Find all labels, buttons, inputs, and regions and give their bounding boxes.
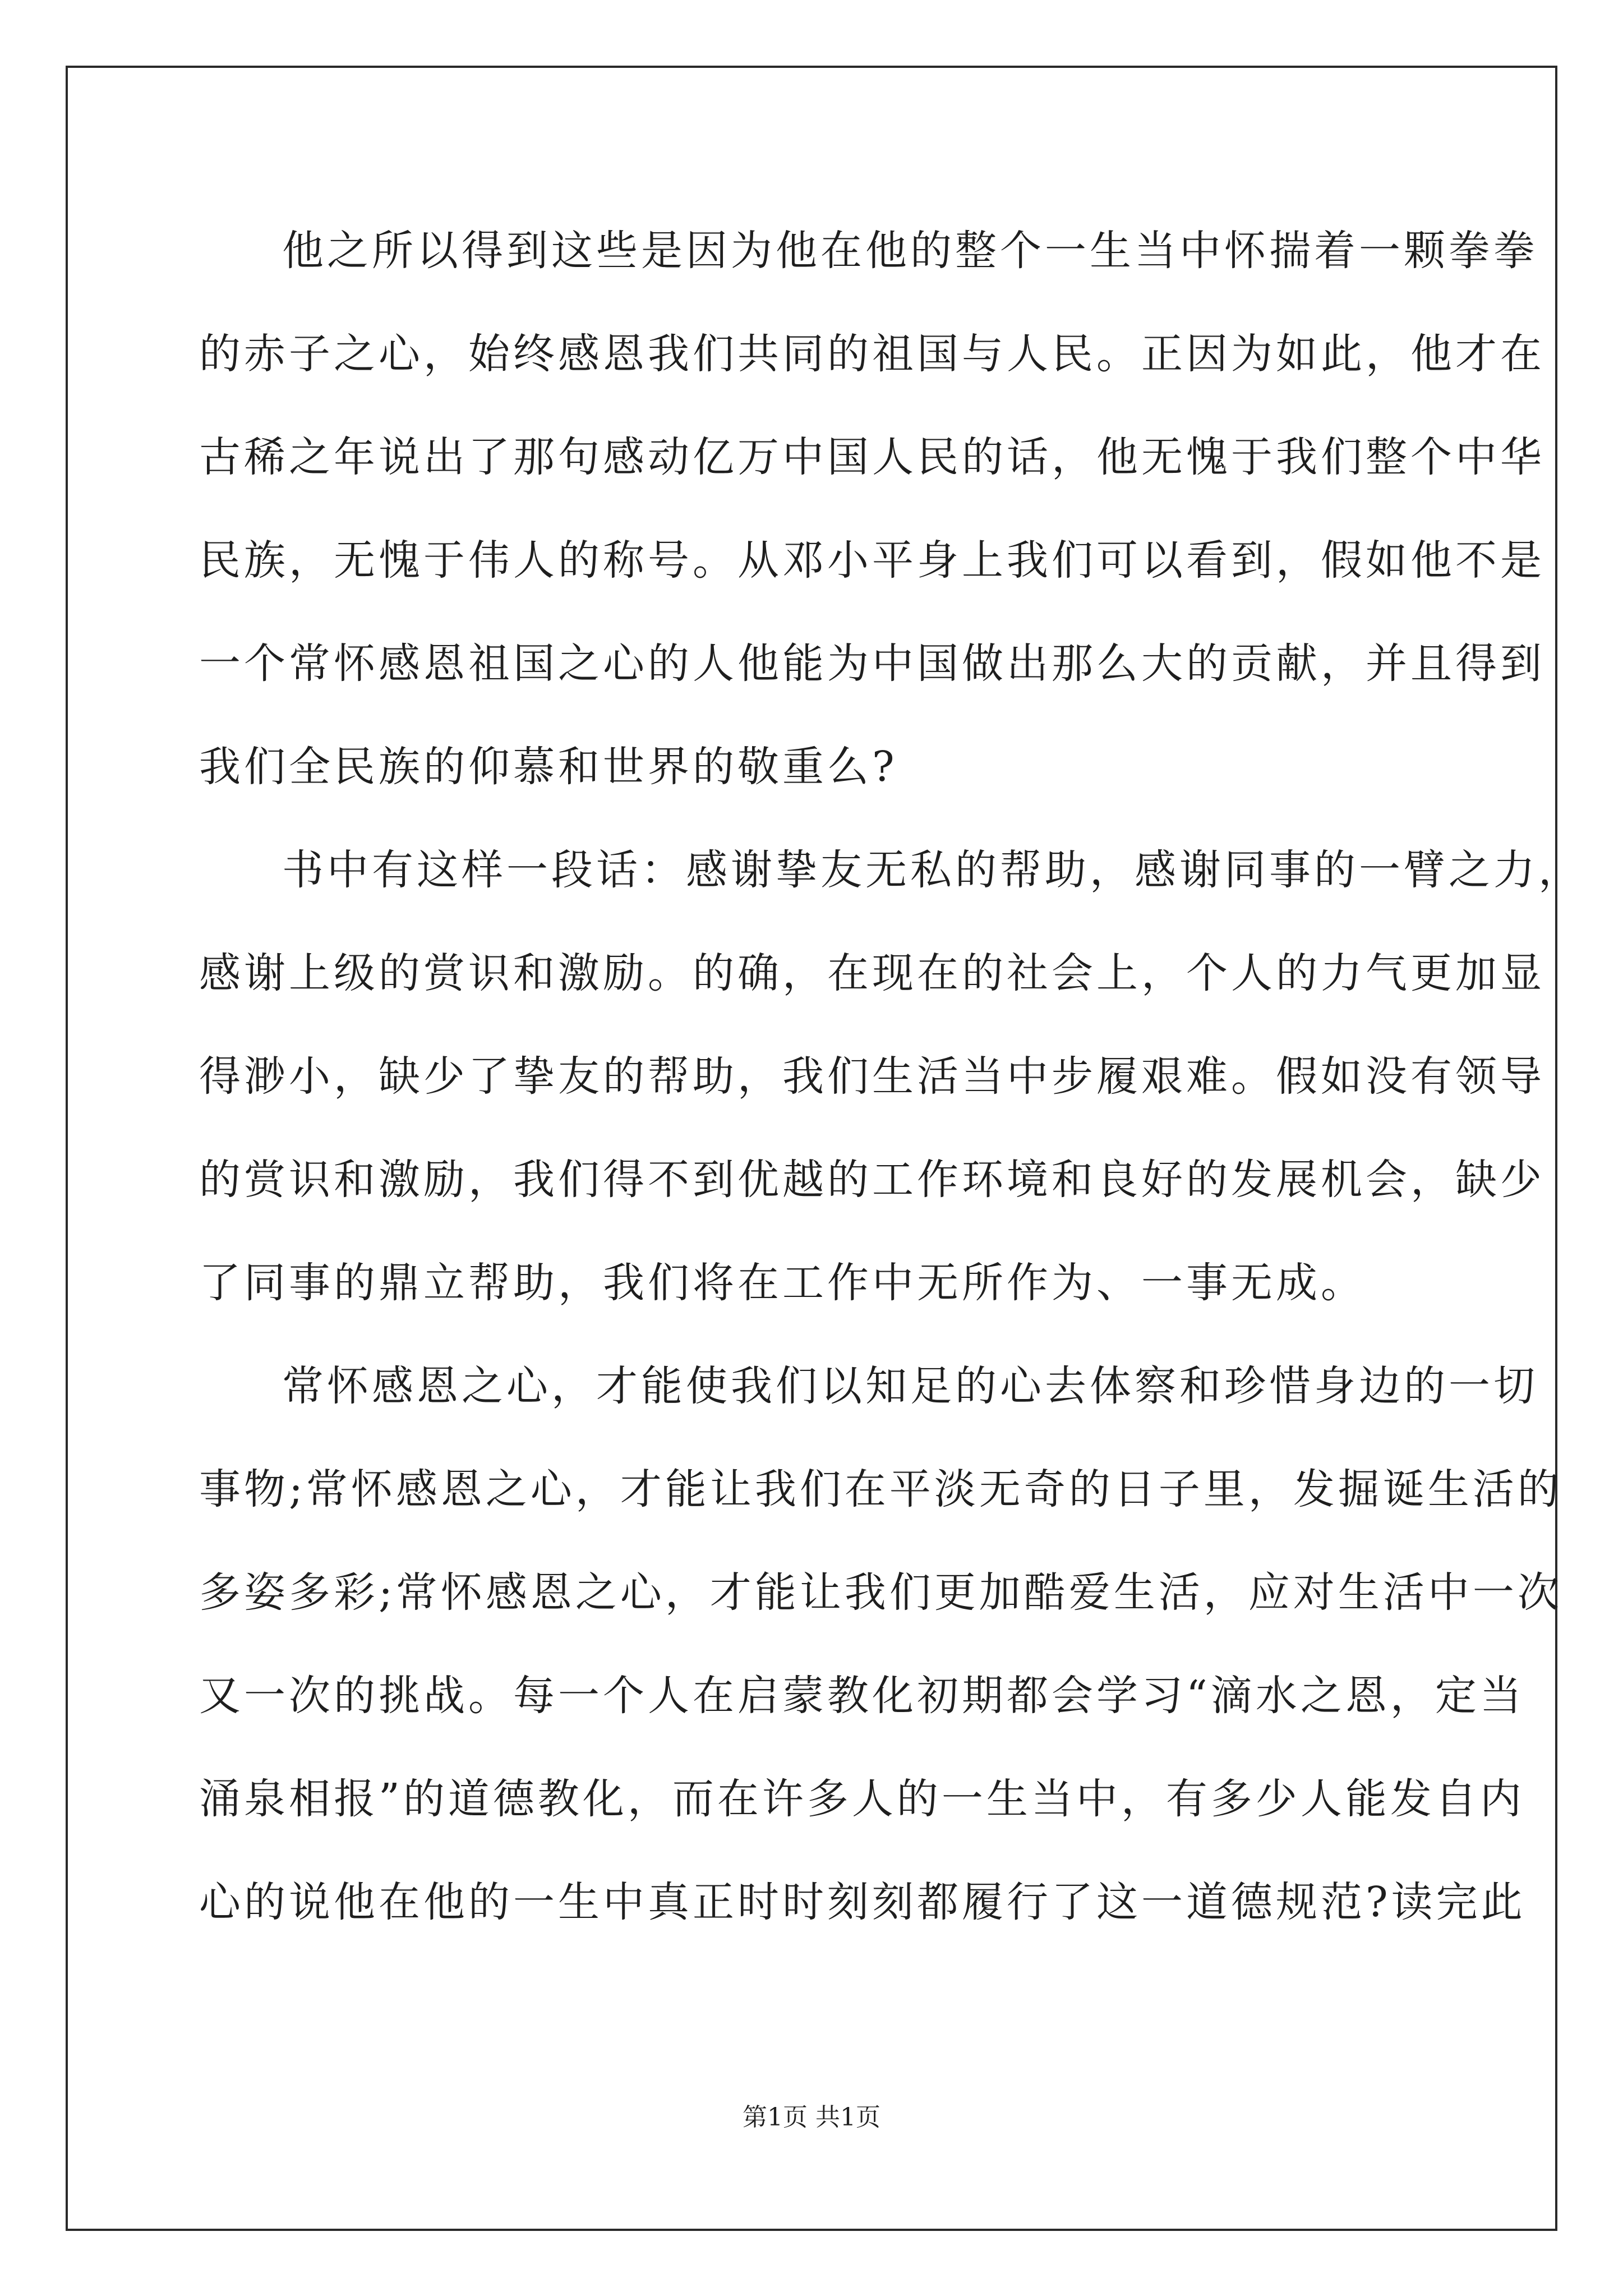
- paragraph-2-line-5: 了同事的鼎立帮助，我们将在工作中无所作为、一事无成。: [199, 1259, 1366, 1307]
- paragraph-1-line-4: 民族，无愧于伟人的称号。从邓小平身上我们可以看到，假如他不是: [199, 536, 1545, 585]
- paragraph-2-line-3: 得渺小，缺少了挚友的帮助，我们生活当中步履艰难。假如没有领导: [199, 1052, 1545, 1101]
- paragraph-1-line-2: 的赤子之心，始终感恩我们共同的祖国与人民。正因为如此，他才在: [199, 330, 1545, 378]
- page-number-footer: 第1页 共1页: [743, 2103, 880, 2132]
- paragraph-3-line-3: 多姿多彩;常怀感恩之心，才能让我们更加酷爱生活，应对生活中一次: [199, 1568, 1562, 1617]
- paragraph-2-line-4: 的赏识和激励，我们得不到优越的工作环境和良好的发展机会，缺少: [199, 1156, 1545, 1204]
- paragraph-1-line-3: 古稀之年说出了那句感动亿万中国人民的话，他无愧于我们整个中华: [199, 433, 1545, 481]
- document-body: [199, 199, 1583, 1954]
- paragraph-2-line-1: 书中有这样一段话：感谢挚友无私的帮助，感谢同事的一臂之力，: [282, 846, 1583, 894]
- paragraph-2-line-2: 感谢上级的赏识和激励。的确，在现在的社会上，个人的力气更加显: [199, 949, 1545, 997]
- paragraph-3-line-2: 事物;常怀感恩之心，才能让我们在平淡无奇的日子里，发掘诞生活的: [199, 1465, 1562, 1513]
- paragraph-3-line-1: 常怀感恩之心，才能使我们以知足的心去体察和珍惜身边的一切: [282, 1362, 1538, 1410]
- paragraph-1-line-6: 我们全民族的仰慕和世界的敬重么?: [199, 743, 898, 791]
- paragraph-1-line-5: 一个常怀感恩祖国之心的人他能为中国做出那么大的贡献，并且得到: [199, 639, 1545, 688]
- paragraph-3-line-4: 又一次的挑战。每一个人在启蒙教化初期都会学习“滴水之恩，定当: [199, 1672, 1525, 1720]
- paragraph-1-line-1: 他之所以得到这些是因为他在他的整个一生当中怀揣着一颗拳拳: [282, 227, 1538, 275]
- paragraph-3-line-6: 心的说他在他的一生中真正时时刻刻都履行了这一道德规范?读完此: [199, 1878, 1526, 1926]
- paragraph-3-line-5: 涌泉相报”的道德教化，而在许多人的一生当中，有多少人能发自内: [199, 1775, 1525, 1823]
